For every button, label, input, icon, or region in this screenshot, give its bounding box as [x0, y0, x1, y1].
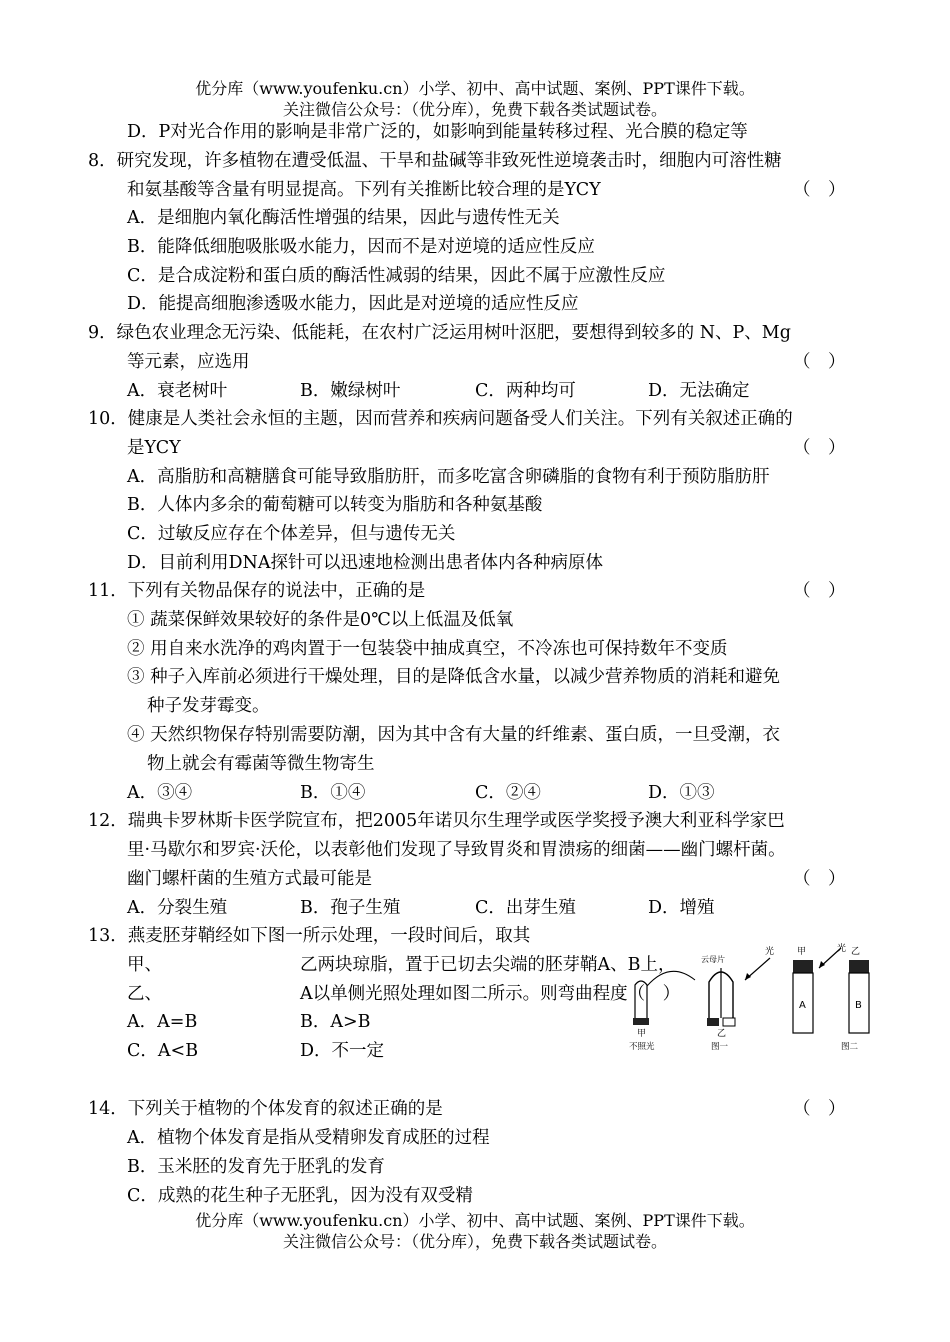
- q9-option-c: C．两种均可: [475, 381, 576, 401]
- q12-option-a: A．分裂生殖: [127, 898, 228, 918]
- q8-answer-blank: （ ）: [793, 180, 846, 200]
- q14-answer-blank: （ ）: [793, 1099, 846, 1119]
- q13-option-b: B．A>B: [300, 1012, 371, 1032]
- header-line-2: 关注微信公众号：（优分库），免费下载各类试题试卷。: [282, 100, 667, 119]
- q11-option-c: C．②④: [475, 783, 541, 803]
- agar-block-on-a: [793, 960, 813, 973]
- q7-option-d: D．P对光合作用的影响是非常广泛的，如影响到能量转移过程、光合膜的稳定等: [127, 122, 748, 142]
- q9-stem-2: 等元素，应选用: [127, 352, 250, 372]
- label-fig1: 图一: [711, 1042, 729, 1052]
- q13-stem-3a: 乙、: [127, 984, 162, 1004]
- agar-block-yi-left: [707, 1018, 719, 1026]
- q12-stem-1: 12．瑞典卡罗林斯卡医学院宣布，把2005年诺贝尔生理学或医学奖授予澳大利亚科学家巴: [88, 811, 785, 831]
- label-fig2: 图二: [841, 1042, 859, 1052]
- header-line-1: 优分库（www.youfenku.cn）小学、初中、高中试题、案例、PPT课件下载。: [195, 79, 755, 98]
- light-arrow-1-head: [745, 973, 751, 980]
- q11-statement-3a: ③ 种子入库前必须进行干燥处理，目的是降低含水量，以减少营养物质的消耗和避免: [127, 667, 781, 687]
- q12-answer-blank: （ ）: [793, 869, 846, 889]
- q10-answer-blank: （ ）: [793, 438, 846, 458]
- q14-option-c: C．成熟的花生种子无胚乳，因为没有双受精: [127, 1186, 473, 1206]
- label-light-2: 光: [837, 944, 847, 954]
- agar-block-jia: [633, 1018, 649, 1025]
- q13-stem-3b: A以单侧光照处理如图二所示。则弯曲程度（ ）: [300, 984, 681, 1004]
- q11-statement-2: ② 用自来水洗净的鸡肉置于一包装袋中抽成真空，不冷冻也可保持数年不变质: [127, 639, 728, 659]
- q13-option-d: D．不一定: [300, 1041, 385, 1061]
- q14-stem: 14．下列关于植物的个体发育的叙述正确的是: [88, 1099, 443, 1119]
- label-yi-2: 乙: [851, 947, 861, 957]
- label-light-1: 光: [765, 947, 775, 957]
- footer-line-1: 优分库（www.youfenku.cn）小学、初中、高中试题、案例、PPT课件下载。: [195, 1211, 755, 1230]
- q13-option-c: C．A<B: [127, 1041, 199, 1061]
- q13-stem-2a: 甲、: [127, 955, 162, 975]
- label-jia-2: 甲: [797, 947, 807, 957]
- q10-stem-2: 是YCY: [127, 438, 181, 458]
- q8-option-c: C．是合成淀粉和蛋白质的酶活性减弱的结果，因此不属于应激性反应: [127, 266, 666, 286]
- q10-option-b: B．人体内多余的葡萄糖可以转变为脂肪和各种氨基酸: [127, 495, 543, 515]
- q8-option-d: D．能提高细胞渗透吸水能力，因此是对逆境的适应性反应: [127, 294, 579, 314]
- q11-option-a: A．③④: [127, 783, 193, 803]
- q10-option-a: A．高脂肪和高糖膳食可能导致脂肪肝，而多吃富含卵磷脂的食物有利于预防脂肪肝: [127, 467, 770, 487]
- q9-option-d: D．无法确定: [648, 381, 750, 401]
- q8-stem-2: 和氨基酸等含量有明显提高。下列有关推断比较合理的是YCY: [127, 180, 601, 200]
- label-b: B: [855, 1000, 862, 1011]
- q12-option-d: D．增殖: [648, 898, 715, 918]
- label-no-light: 不照光: [629, 1042, 655, 1052]
- q11-statement-1: ① 蔬菜保鲜效果较好的条件是0℃以上低温及低氧: [127, 610, 514, 630]
- q14-option-a: A．植物个体发育是指从受精卵发育成胚的过程: [127, 1128, 490, 1148]
- q8-stem-1: 8．研究发现，许多植物在遭受低温、干旱和盐碱等非致死性逆境袭击时，细胞内可溶性糖: [88, 151, 782, 171]
- figure-2: [793, 942, 869, 1052]
- q11-stem: 11．下列有关物品保存的说法中，正确的是: [88, 581, 426, 601]
- q11-option-b: B．①④: [300, 783, 366, 803]
- q10-option-c: C．过敏反应存在个体差异，但与遗传无关: [127, 524, 456, 544]
- q12-stem-2: 里·马歇尔和罗宾·沃伦，以表彰他们发现了导致胃炎和胃溃疡的细菌——幽门螺杆菌。: [127, 840, 786, 860]
- q9-option-b: B．嫩绿树叶: [300, 381, 401, 401]
- q9-stem-1: 9．绿色农业理念无污染、低能耗，在农村广泛运用树叶沤肥，要想得到较多的 N、P、Mg: [88, 323, 791, 343]
- q8-option-b: B．能降低细胞吸胀吸水能力，因而不是对逆境的适应性反应: [127, 237, 595, 257]
- q11-statement-4b: 物上就会有霉菌等微生物寄生: [147, 754, 375, 774]
- q9-answer-blank: （ ）: [793, 352, 846, 372]
- q11-statement-3b: 种子发芽霉变。: [147, 696, 270, 716]
- q13-option-a: A．A=B: [127, 1012, 198, 1032]
- label-mica: 云母片: [701, 955, 725, 964]
- label-jia: 甲: [637, 1029, 647, 1039]
- q12-stem-3: 幽门螺杆菌的生殖方式最可能是: [127, 869, 372, 889]
- q9-option-a: A．衰老树叶: [127, 381, 228, 401]
- agar-block-on-b: [849, 960, 869, 973]
- label-a: A: [799, 1000, 806, 1011]
- q14-option-b: B．玉米胚的发育先于胚乳的发育: [127, 1157, 385, 1177]
- q11-statement-4a: ④ 天然织物保存特别需要防潮，因为其中含有大量的纤维素、蛋白质，一旦受潮，衣: [127, 725, 781, 745]
- q12-option-b: B．孢子生殖: [300, 898, 401, 918]
- q13-stem-1: 13．燕麦胚芽鞘经如下图一所示处理，一段时间后，取其: [88, 926, 531, 946]
- q12-option-c: C．出芽生殖: [475, 898, 576, 918]
- q8-option-a: A．是细胞内氧化酶活性增强的结果，因此与遗传性无关: [127, 208, 560, 228]
- agar-block-yi-right: [723, 1018, 735, 1026]
- footer-line-2: 关注微信公众号：（优分库），免费下载各类试题试卷。: [282, 1232, 667, 1251]
- label-yi: 乙: [717, 1029, 727, 1039]
- q11-answer-blank: （ ）: [793, 581, 846, 601]
- q13-stem-2b: 乙两块琼脂，置于已切去尖端的胚芽鞘A、B上，: [300, 955, 676, 975]
- q10-stem-1: 10．健康是人类社会永恒的主题，因而营养和疾病问题备受人们关注。下列有关叙述正确的: [88, 409, 793, 429]
- q10-option-d: D．目前利用DNA探针可以迅速地检测出患者体内各种病原体: [127, 553, 604, 573]
- q11-option-d: D．①③: [648, 783, 715, 803]
- coleoptile-lit: [707, 968, 735, 1026]
- light-arrow-2-head: [819, 961, 825, 968]
